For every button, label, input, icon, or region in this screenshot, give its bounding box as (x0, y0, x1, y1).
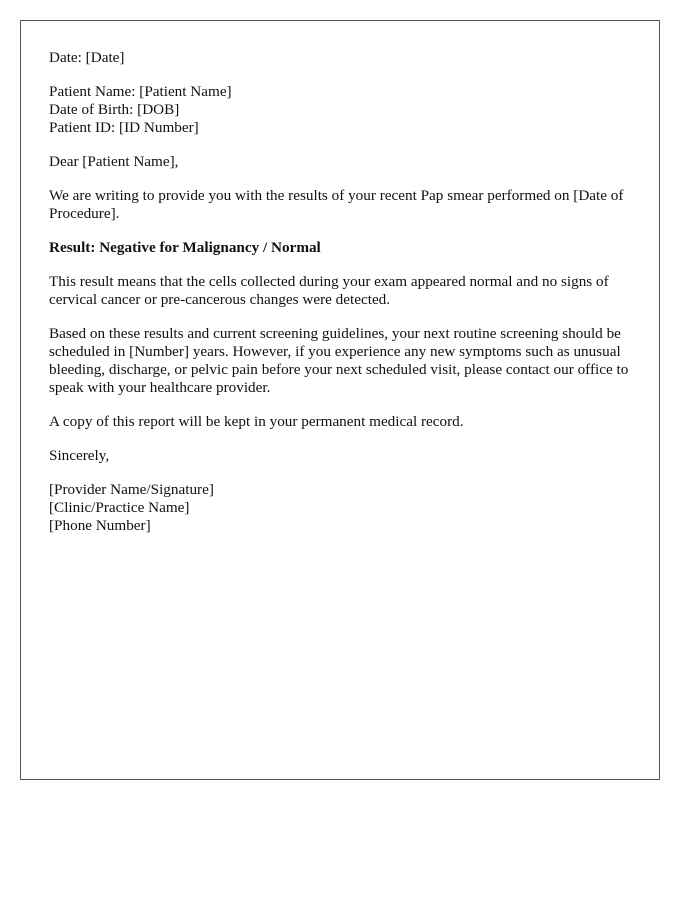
closing: Sincerely, (49, 447, 110, 464)
result-meaning-paragraph: This result means that the cells collected during your exam appeared normal and no signs of cervical cancer or pre-cancerous changes were detected. (49, 273, 609, 308)
salutation: Dear [Patient Name], (49, 153, 179, 170)
screening-guidelines-paragraph: Based on these results and current screening guidelines, your next routine screening should be scheduled in [Number] years. However, if you experience any new symptoms such as unusual bleeding, discharge, or pelvic pain before your next scheduled visit, please contact our office to speak with your healthcare provider. (49, 325, 629, 396)
patient-dob-line: Date of Birth: [DOB] (49, 101, 180, 118)
patient-info-block (49, 83, 639, 137)
patient-id-line: Patient ID: [ID Number] (49, 119, 199, 136)
intro-paragraph: We are writing to provide you with the results of your recent Pap smear performed on [Date of Procedure]. (49, 187, 624, 222)
phone-number-line: [Phone Number] (49, 517, 151, 534)
patient-name-line: Patient Name: [Patient Name] (49, 83, 232, 100)
clinic-name-line: [Clinic/Practice Name] (49, 499, 190, 516)
letter-page (20, 20, 660, 780)
medical-record-paragraph: A copy of this report will be kept in your permanent medical record. (49, 413, 464, 430)
date-line: Date: [Date] (49, 49, 125, 66)
result-heading: Result: Negative for Malignancy / Normal (49, 239, 321, 256)
letter-body (49, 49, 639, 551)
signature-block (49, 481, 639, 535)
provider-name-line: [Provider Name/Signature] (49, 481, 214, 498)
